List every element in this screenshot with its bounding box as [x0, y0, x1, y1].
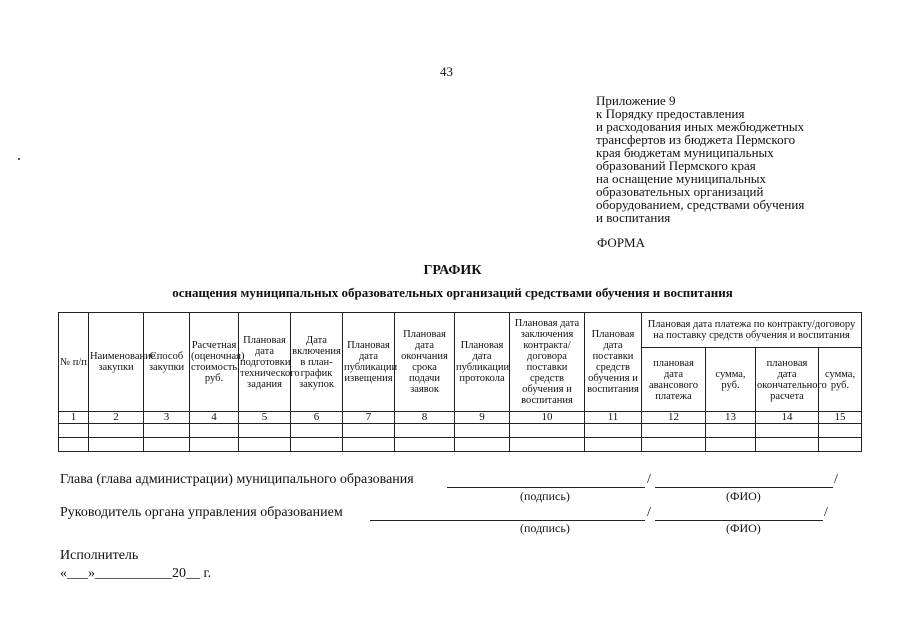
table-row — [59, 438, 862, 452]
appendix-line: и расходования иных межбюджетных — [596, 119, 805, 134]
appendix-header — [596, 94, 896, 224]
table-cell[interactable] — [89, 438, 144, 452]
table-cell[interactable] — [585, 438, 642, 452]
header-cell: Плановая дата окончания срока подачи заявок — [395, 313, 455, 412]
column-number: 10 — [510, 412, 585, 424]
table-cell[interactable] — [239, 438, 291, 452]
name-caption: (ФИО) — [726, 489, 761, 503]
subheader-cell: сумма, руб. — [706, 348, 756, 412]
column-number: 13 — [706, 412, 756, 424]
table-cell[interactable] — [343, 424, 395, 438]
table-cell[interactable] — [819, 438, 862, 452]
table-cell[interactable] — [395, 438, 455, 452]
schedule-table — [58, 312, 862, 452]
column-number: 7 — [343, 412, 395, 424]
table-cell[interactable] — [291, 424, 343, 438]
director-signature-line[interactable] — [370, 520, 645, 521]
subheader-cell: плановая дата авансового платежа — [642, 348, 706, 412]
table-cell[interactable] — [343, 438, 395, 452]
form-label: ФОРМА — [597, 235, 645, 250]
column-number: 9 — [455, 412, 510, 424]
table-cell[interactable] — [510, 424, 585, 438]
table-cell[interactable] — [455, 424, 510, 438]
column-number: 4 — [190, 412, 239, 424]
appendix-line: трансфертов из бюджета Пермского — [596, 132, 796, 147]
appendix-line: и воспитания — [596, 210, 671, 225]
header-cell: Плановая дата публикации извещения — [343, 313, 395, 412]
header-cell: Способ закупки — [144, 313, 190, 412]
column-number: 8 — [395, 412, 455, 424]
table-cell[interactable] — [455, 438, 510, 452]
column-number: 2 — [89, 412, 144, 424]
head-signature-label: Глава (глава администрации) муниципального образования — [60, 472, 414, 487]
table-cell[interactable] — [59, 424, 89, 438]
document-title: ГРАФИК — [423, 263, 482, 278]
column-number: 14 — [756, 412, 819, 424]
name-caption: (ФИО) — [726, 521, 761, 535]
header-cell: Дата включения в план-график закупок — [291, 313, 343, 412]
header-cell-payment: Плановая дата платежа по контракту/договору на поставку средств обучения и воспитания — [642, 313, 862, 348]
appendix-line: края бюджетам муниципальных — [596, 145, 774, 160]
slash-separator: / — [647, 472, 651, 487]
column-number: 11 — [585, 412, 642, 424]
table-cell[interactable] — [190, 424, 239, 438]
table-cell[interactable] — [395, 424, 455, 438]
table-cell[interactable] — [706, 424, 756, 438]
header-cell: Плановая дата публикации протокола — [455, 313, 510, 412]
appendix-line: к Порядку предоставления — [596, 106, 745, 121]
table-cell[interactable] — [585, 424, 642, 438]
table-cell[interactable] — [819, 424, 862, 438]
table-cell[interactable] — [706, 438, 756, 452]
table-cell[interactable] — [642, 424, 706, 438]
subheader-cell: плановая дата окончательного расчета — [756, 348, 819, 412]
table-cell[interactable] — [510, 438, 585, 452]
executor-label: Исполнитель — [60, 548, 139, 563]
table-cell[interactable] — [239, 424, 291, 438]
signature-caption: (подпись) — [520, 489, 570, 503]
table-cell[interactable] — [59, 438, 89, 452]
head-name-line[interactable] — [655, 487, 833, 488]
appendix-line: на оснащение муниципальных — [596, 171, 767, 186]
header-cell: № п/п — [59, 313, 89, 412]
slash-separator: / — [647, 505, 651, 520]
column-number: 6 — [291, 412, 343, 424]
table-cell[interactable] — [89, 424, 144, 438]
page-number: 43 — [440, 64, 453, 79]
table-cell[interactable] — [642, 438, 706, 452]
column-number: 5 — [239, 412, 291, 424]
document-subtitle: оснащения муниципальных образовательных организаций средствами обучения и воспитания — [172, 285, 733, 300]
slash-separator: / — [834, 472, 838, 487]
table-cell[interactable] — [190, 438, 239, 452]
table-cell[interactable] — [756, 438, 819, 452]
table-cell[interactable] — [291, 438, 343, 452]
table-row — [59, 424, 862, 438]
appendix-line: Приложение 9 — [596, 93, 676, 108]
header-cell: Расчетная (оценочная) стоимость, руб. — [190, 313, 239, 412]
table-cell[interactable] — [756, 424, 819, 438]
header-cell: Плановая дата подготовки технического задания — [239, 313, 291, 412]
header-cell: Плановая дата заключения контракта/договора поставки средств обучения и воспитания — [510, 313, 585, 412]
column-number: 12 — [642, 412, 706, 424]
appendix-line: образований Пермского края — [596, 158, 756, 173]
column-number: 1 — [59, 412, 89, 424]
margin-mark — [18, 158, 20, 160]
appendix-line: оборудованием, средствами обучения — [596, 197, 805, 212]
table-cell[interactable] — [144, 424, 190, 438]
slash-separator: / — [824, 505, 828, 520]
header-cell: Наименование закупки — [89, 313, 144, 412]
subheader-cell: сумма, руб. — [819, 348, 862, 412]
appendix-line: образовательных организаций — [596, 184, 764, 199]
head-signature-line[interactable] — [447, 487, 645, 488]
column-number: 3 — [144, 412, 190, 424]
date-line[interactable]: «___»___________20__ г. — [60, 566, 212, 581]
header-cell: Плановая дата поставки средств обучения и воспитания — [585, 313, 642, 412]
signature-caption: (подпись) — [520, 521, 570, 535]
table-cell[interactable] — [144, 438, 190, 452]
director-signature-label: Руководитель органа управления образованием — [60, 505, 343, 520]
column-number: 15 — [819, 412, 862, 424]
